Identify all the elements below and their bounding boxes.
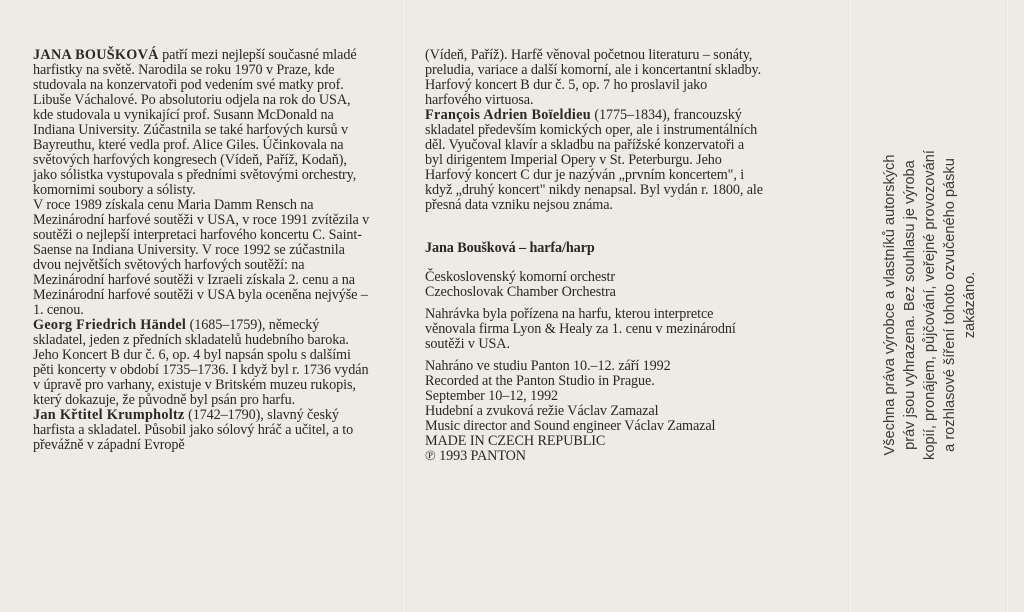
left-text-column [33,48,373,453]
made-in: MADE IN CZECH REPUBLIC [425,433,606,449]
performer-credit: Jana Boušková – harfa/harp [425,240,595,256]
handel-name: Georg Friedrich Händel [33,317,187,333]
boieldieu-text: (1775–1834), francouzský skladatel především komických oper, ale i instrumentálních děl. Vyučoval klavír a skladbu na pařížské konzervatoři a byl dirigentem Imperial Opery v St. Peterburgu. Jeho Harfový koncert C dur je nazýván „prvním koncertem", i když „druhý koncert" nikdy nenapsal. Byl vydán r. 1800, ale přesná data vzniku nejsou známa. [425,107,763,213]
fold-line [1006,0,1008,612]
krumpholtz-text: (1742–1790), slavný český harfista a skladatel. Působil jako sólový hráč a učitel, a to převážně v západní Evropě [33,407,354,453]
krumpholtz-continuation: (Vídeň, Paříž). Harfě věnoval početnou literaturu – sonáty, preludia, variace a další komorní, ale i koncertantní skladby. Harfový koncert B dur č. 5, op. 7 ho proslavil jako harfového virtuosa. [425,47,762,108]
copyright: ℗ 1993 PANTON [425,448,526,464]
recorded-cz: Nahráno ve studiu Panton 10.–12. září 1992 [425,358,671,374]
recording-info [425,359,765,464]
bouskova-name: JANA BOUŠKOVÁ [33,47,159,63]
director-en: Music director and Sound engineer Václav Zamazal [425,418,716,434]
boieldieu-name: François Adrien Boïeldieu [425,107,591,123]
right-text-column [425,48,765,464]
krumpholtz-name: Jan Křtitel Krumpholtz [33,407,185,423]
orchestra-credit [425,270,765,300]
recorded-en: Recorded at the Panton Studio in Prague. [425,373,655,389]
instrument-note: Nahrávka byla pořízena na harfu, kterou interpretce věnovala firma Lyon & Healy za 1. cenu v mezinárodní soutěži v USA. [425,306,736,352]
bouskova-bio: patří mezi nejlepší současné mladé harfistky na světě. Narodila se roku 1970 v Praze, kde studovala na konzervatoři pod vedením své matky prof. Libuše Váchalové. Po absolutoriu odjela na rok do USA, kde studovala u vynikající prof. Susann McDonald na Indiana University. Zúčastnila se také harfových kursů v Bayreuthu, které vedla prof. Alice Giles. Účinkovala na světových harfových kongresech (Vídeň, Paříž, Kodaň), jako sólistka vystupovala s předními světovými orchestry, komornimi soubory a sólisty. [33,47,357,198]
krumpholtz-paragraph [33,408,373,453]
rights-notice: Všechna práva výrobce a vlastníků autorských práv jsou vyhrazena. Bez souhlasu je výroba kopií, pronájem, půjčování, veřejné provozování a rozhlasové šíření tohoto ozvučeného pásku zakázáno. [882,150,978,460]
boieldieu-paragraph [425,108,765,213]
competitions-paragraph: V roce 1989 získala cenu Maria Damm Rensch na Mezinárodní harfové soutěži v USA, v roce 1991 zvítězila v soutěži o nejlepší interpretaci harfového koncertu C. Saint-Saense na Indiana University. V roce 1992 se zúčastnila dvou největších světových harfových soutěží: na Mezinárodní harfové soutěži v Izraeli získala 2. cenu a na Mezinárodní harfové soutěži v USA byla oceněna nejvýše – 1. cenou. [33,197,370,318]
handel-text: (1685–1759), německý skladatel, jeden z předních skladatelů hudebního baroka. Jeho Koncert B dur č. 6, op. 4 byl napsán spolu s dalšími pěti koncerty v období 1735–1736. I když byl r. 1736 vydán v úpravě pro varhany, existuje v Britském muzeu rukopis, který dokazuje, že původně byl psán pro harfu. [33,317,369,408]
handel-paragraph [33,318,373,408]
fold-line [848,0,850,612]
fold-line [402,0,404,612]
bouskova-paragraph [33,48,373,198]
director-cz: Hudební a zvuková režie Václav Zamazal [425,403,659,419]
recorded-dates: September 10–12, 1992 [425,388,559,404]
orchestra-en: Czechoslovak Chamber Orchestra [425,284,616,300]
orchestra-cz: Československý komorní orchestr [425,269,615,285]
